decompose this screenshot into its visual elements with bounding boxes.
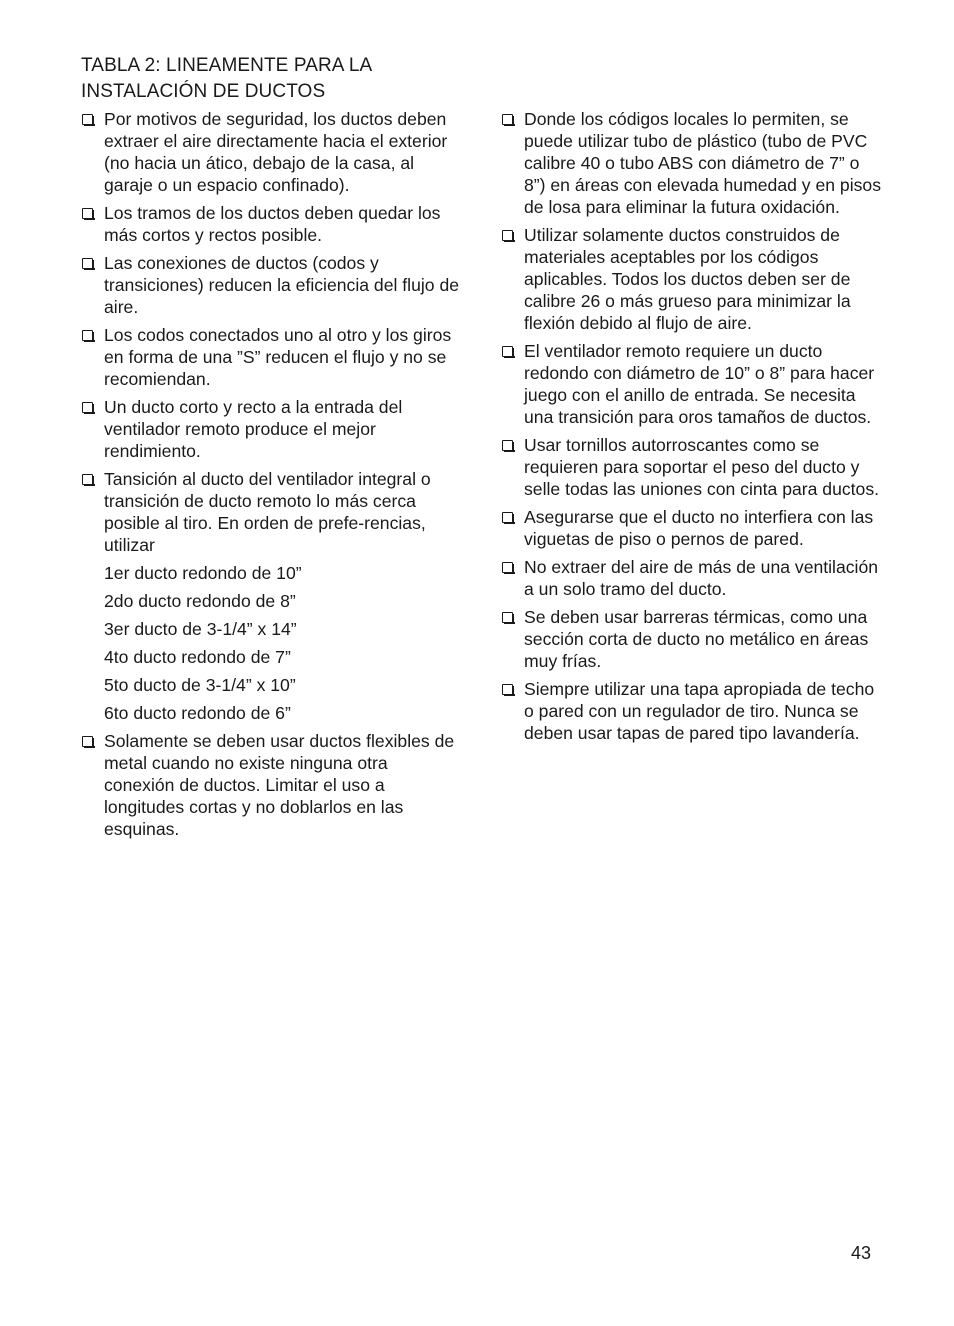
checkbox-icon [82, 402, 93, 413]
page-title-line-2: INSTALACIÓN DE DUCTOS [81, 81, 326, 102]
list-item-text: Un ducto corto y recto a la entrada del ventilador remoto produce el mejor rendimiento. [104, 397, 403, 461]
preference-item: 2do ducto redondo de 8” [104, 591, 296, 611]
checkbox-icon [502, 230, 513, 241]
preference-item: 3er ducto de 3-1/4” x 14” [104, 619, 297, 639]
list-item-text: Utilizar solamente ductos construidos de materiales aceptables por los códigos aplicables. Todos los ductos deben ser de calibre 26 o más grueso para minimizar la flexión debido al flujo de aire. [524, 225, 851, 333]
preference-item: 5to ducto de 3-1/4” x 10” [104, 675, 296, 695]
checkbox-icon [502, 612, 513, 623]
checkbox-icon [502, 512, 513, 523]
preference-item: 1er ducto redondo de 10” [104, 563, 302, 583]
list-item [81, 202, 461, 246]
list-item [81, 252, 461, 318]
list-item [81, 396, 461, 462]
list-item-text: No extraer del aire de más de una ventilación a un solo tramo del ducto. [524, 557, 879, 599]
checkbox-icon [502, 114, 513, 125]
checkbox-icon [502, 346, 513, 357]
list-item [501, 606, 881, 672]
checkbox-icon [502, 440, 513, 451]
preference-item: 6to ducto redondo de 6” [104, 703, 291, 723]
preference-list [81, 562, 461, 724]
list-item-text: Los tramos de los ductos deben quedar los más cortos y rectos posible. [104, 203, 441, 245]
checkbox-icon [502, 684, 513, 695]
list-item-text: Los codos conectados uno al otro y los giros en forma de una ”S” reducen el flujo y no se recomiendan. [104, 325, 452, 389]
list-item [501, 224, 881, 334]
list-item-text: Tansición al ducto del ventilador integral o transición de ducto remoto lo más cerca posible al tiro. En orden de prefe-rencias, utilizar [104, 469, 431, 555]
list-item-text: El ventilador remoto requiere un ducto redondo con diámetro de 10” o 8” para hacer juego con el anillo de entrada. Se necesita una transición para oros tamaños de ductos. [524, 341, 875, 427]
checkbox-icon [502, 562, 513, 573]
list-item [501, 506, 881, 550]
list-item [501, 678, 881, 744]
list-item-text: Donde los códigos locales lo permiten, se puede utilizar tubo de plástico (tubo de PVC calibre 40 o tubo ABS con diámetro de 7” o 8”) en áreas con elevada humedad y en pisos de losa para eliminar la futura oxidación. [524, 109, 881, 217]
checkbox-icon [82, 258, 93, 269]
checkbox-icon [82, 474, 93, 485]
list-item-text: Usar tornillos autorroscantes como se requieren para soportar el peso del ducto y selle todas las uniones con cinta para ductos. [524, 435, 880, 499]
list-item [501, 556, 881, 600]
checkbox-icon [82, 736, 93, 747]
list-item-text: Solamente se deben usar ductos flexibles de metal cuando no existe ninguna otra conexión de ductos. Limitar el uso a longitudes cortas y no doblarlos en las esquinas. [104, 731, 455, 839]
page-title [81, 53, 481, 105]
list-item [81, 468, 461, 556]
list-item-text: Siempre utilizar una tapa apropiada de techo o pared con un regulador de tiro. Nunca se deben usar tapas de pared tipo lavandería. [524, 679, 875, 743]
list-item-text: Por motivos de seguridad, los ductos deben extraer el aire directamente hacia el exterior (no hacia un ático, debajo de la casa, al garaje o un espacio confinado). [104, 109, 448, 195]
checkbox-icon [82, 114, 93, 125]
page-number: 43 [851, 1243, 872, 1263]
list-item-text: Se deben usar barreras térmicas, como una sección corta de ducto no metálico en áreas muy frías. [524, 607, 869, 671]
left-column-list [81, 108, 461, 846]
preference-item: 4to ducto redondo de 7” [104, 647, 291, 667]
list-item-text: Las conexiones de ductos (codos y transiciones) reducen la eficiencia del flujo de aire. [104, 253, 460, 317]
list-item-text: Asegurarse que el ducto no interfiera con las viguetas de piso o pernos de pared. [524, 507, 874, 549]
right-column-list [501, 108, 881, 750]
list-item [501, 340, 881, 428]
list-item [81, 324, 461, 390]
preference-list-container [81, 562, 461, 724]
list-item [501, 108, 881, 218]
page-title-line-1: TABLA 2: LINEAMENTE PARA LA [81, 55, 373, 76]
list-item [501, 434, 881, 500]
list-item [81, 730, 461, 840]
list-item [81, 108, 461, 196]
checkbox-icon [82, 208, 93, 219]
checkbox-icon [82, 330, 93, 341]
